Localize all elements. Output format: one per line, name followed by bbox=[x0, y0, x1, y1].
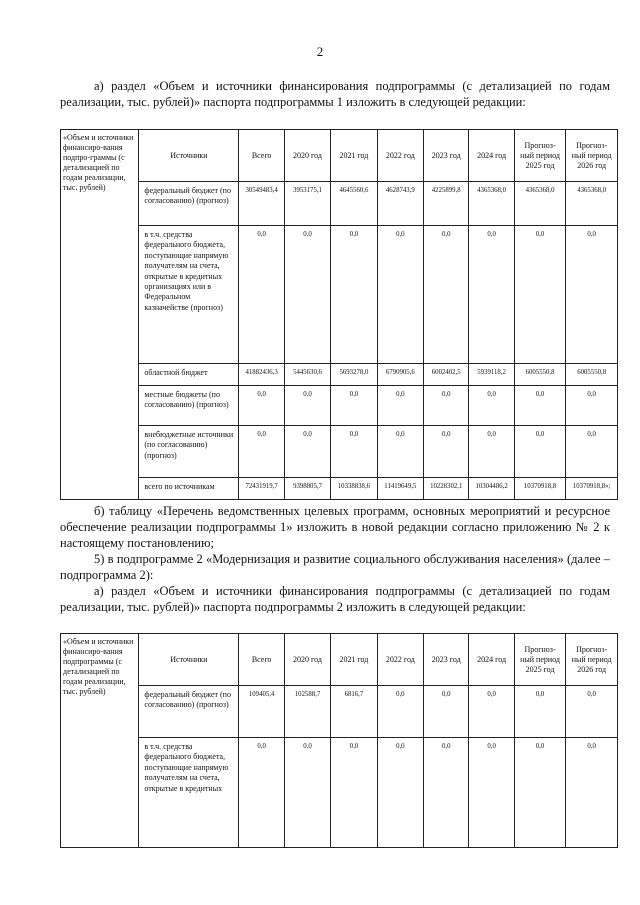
value-cell: 10338838,6 bbox=[331, 478, 377, 500]
value-cell: 0,0 bbox=[331, 226, 377, 364]
column-header: 2024 год bbox=[469, 634, 514, 686]
value-cell: 0,0 bbox=[424, 686, 469, 738]
value-cell: 0,0 bbox=[377, 686, 423, 738]
source-cell: в т.ч. средства федерального бюджета, поступающие напрямую получателям на счета, открытые в кредитных bbox=[139, 738, 239, 848]
value-cell: 0,0 bbox=[377, 386, 423, 426]
value-cell: 0,0 bbox=[566, 738, 618, 848]
value-cell: 4225899,8 bbox=[424, 182, 469, 226]
value-cell: 0,0 bbox=[469, 738, 514, 848]
value-cell: 10370918,8 bbox=[514, 478, 566, 500]
value-cell: 0,0 bbox=[424, 226, 469, 364]
column-header: 2024 год bbox=[469, 130, 514, 182]
column-header: 2023 год bbox=[424, 634, 469, 686]
value-cell: 10228302,1 bbox=[424, 478, 469, 500]
paragraph-b: б) таблицу «Перечень ведомственных целевых программ, основных мероприятий и ресурсное обеспечение реализации подпрограммы 1» изложить в новой редакции согласно приложению № 2 к настоящему постановлению; bbox=[60, 504, 610, 550]
value-cell: 0,0 bbox=[566, 386, 618, 426]
column-header: Источники bbox=[139, 130, 239, 182]
column-header: 2021 год bbox=[331, 130, 377, 182]
value-cell: 0,0 bbox=[514, 686, 566, 738]
value-cell: 4628743,9 bbox=[377, 182, 423, 226]
value-cell: 0,0 bbox=[377, 426, 423, 478]
value-cell: 5939118,2 bbox=[469, 364, 514, 386]
value-cell: 10304486,2 bbox=[469, 478, 514, 500]
source-cell: областной бюджет bbox=[139, 364, 239, 386]
value-cell: 3953175,1 bbox=[284, 182, 330, 226]
value-cell: 41882436,3 bbox=[239, 364, 284, 386]
column-header: 2021 год bbox=[331, 634, 377, 686]
value-cell: 102588,7 bbox=[284, 686, 330, 738]
value-cell: 4365368,0 bbox=[514, 182, 566, 226]
value-cell: 5445630,6 bbox=[284, 364, 330, 386]
column-header: Всего bbox=[239, 634, 284, 686]
paragraph-5: 5) в подпрограмме 2 «Модернизация и развитие социального обслуживания населения» (далее – подпрограмма 2): bbox=[60, 552, 610, 582]
page-number: 2 bbox=[316, 44, 324, 59]
value-cell: 6002402,5 bbox=[424, 364, 469, 386]
value-cell: 0,0 bbox=[239, 738, 284, 848]
paragraph-a-subprogram-1: а) раздел «Объем и источники финансирования подпрограммы (с детализацией по годам реализации, тыс. рублей)» паспорта подпрограммы 1 изложить в следующей редакции: bbox=[60, 79, 610, 109]
value-cell: 0,0 bbox=[377, 226, 423, 364]
value-cell: 0,0 bbox=[239, 226, 284, 364]
table-header-row bbox=[61, 130, 618, 182]
value-cell: 0,0 bbox=[331, 386, 377, 426]
value-cell: 72431919,7 bbox=[239, 478, 284, 500]
value-cell: 0,0 bbox=[469, 686, 514, 738]
column-header: Источники bbox=[139, 634, 239, 686]
table-row bbox=[61, 386, 618, 426]
value-cell: 6005550,8 bbox=[514, 364, 566, 386]
value-cell: 0,0 bbox=[424, 386, 469, 426]
value-cell: 0,0 bbox=[284, 386, 330, 426]
value-cell: 0,0 bbox=[284, 738, 330, 848]
value-cell: 0,0 bbox=[469, 226, 514, 364]
source-cell: в т.ч. средства федерального бюджета, поступающие напрямую получателям на счета, открытые в кредитных организациях или в Федеральном казначействе (прогноз) bbox=[139, 226, 239, 364]
funding-table-subprogram-2 bbox=[60, 633, 618, 848]
source-cell: федеральный бюджет (по согласованию) (прогноз) bbox=[139, 686, 239, 738]
source-cell: местные бюджеты (по согласованию) (прогноз) bbox=[139, 386, 239, 426]
value-cell: 0,0 bbox=[424, 738, 469, 848]
value-cell: 0,0 bbox=[239, 426, 284, 478]
value-cell: 30549483,4 bbox=[239, 182, 284, 226]
value-cell: 0,0 bbox=[469, 386, 514, 426]
source-cell: всего по источникам bbox=[139, 478, 239, 500]
column-header: 2023 год bbox=[424, 130, 469, 182]
value-cell: 0,0 bbox=[566, 426, 618, 478]
value-cell: 0,0 bbox=[514, 426, 566, 478]
value-cell: 4365368,0 bbox=[566, 182, 618, 226]
value-cell: 6005550,8 bbox=[566, 364, 618, 386]
value-cell: 0,0 bbox=[566, 686, 618, 738]
row-label-cell: «Объем и источники финансиро-вания подпрограммы (с детализацией по годам реализации, тыс. рублей) bbox=[61, 634, 139, 848]
value-cell: 11419649,5 bbox=[377, 478, 423, 500]
value-cell: 4645560,6 bbox=[331, 182, 377, 226]
table-row bbox=[61, 738, 618, 848]
value-cell: 0,0 bbox=[514, 226, 566, 364]
table-row bbox=[61, 364, 618, 386]
column-header: Прогноз-ный период 2025 год bbox=[514, 130, 566, 182]
value-cell: 0,0 bbox=[331, 426, 377, 478]
value-cell: 9398805,7 bbox=[284, 478, 330, 500]
source-cell: федеральный бюджет (по согласованию) (прогноз) bbox=[139, 182, 239, 226]
table-header-row bbox=[61, 634, 618, 686]
table-row bbox=[61, 182, 618, 226]
value-cell: 0,0 bbox=[424, 426, 469, 478]
funding-table-subprogram-1 bbox=[60, 129, 618, 500]
value-cell: 0,0 bbox=[239, 386, 284, 426]
column-header: 2022 год bbox=[377, 130, 423, 182]
column-header: 2020 год bbox=[284, 634, 330, 686]
column-header: 2020 год bbox=[284, 130, 330, 182]
table-row bbox=[61, 226, 618, 364]
row-label-cell: «Объем и источники финансиро-вания подпро-граммы (с детализацией по годам реализации, тыс. рублей) bbox=[61, 130, 139, 500]
value-cell: 6790905,6 bbox=[377, 364, 423, 386]
value-cell: 109405,4 bbox=[239, 686, 284, 738]
source-cell: внебюджетные источники (по согласованию) (прогноз) bbox=[139, 426, 239, 478]
value-cell: 5693278,0 bbox=[331, 364, 377, 386]
column-header: Всего bbox=[239, 130, 284, 182]
value-cell: 4365368,0 bbox=[469, 182, 514, 226]
paragraph-a-subprogram-2: а) раздел «Объем и источники финансирования подпрограммы (с детализацией по годам реализации, тыс. рублей)» паспорта подпрограммы 2 изложить в следующей редакции: bbox=[60, 584, 610, 614]
column-header: 2022 год bbox=[377, 634, 423, 686]
value-cell: 0,0 bbox=[284, 226, 330, 364]
value-cell: 0,0 bbox=[469, 426, 514, 478]
value-cell: 0,0 bbox=[514, 738, 566, 848]
table-row bbox=[61, 478, 618, 500]
table-row bbox=[61, 426, 618, 478]
value-cell: 0,0 bbox=[377, 738, 423, 848]
column-header: Прогноз-ный период 2026 год bbox=[566, 634, 618, 686]
column-header: Прогноз-ный период 2026 год bbox=[566, 130, 618, 182]
value-cell: 0,0 bbox=[331, 738, 377, 848]
column-header: Прогноз-ный период 2025 год bbox=[514, 634, 566, 686]
value-cell: 0,0 bbox=[566, 226, 618, 364]
value-cell: 6816,7 bbox=[331, 686, 377, 738]
value-cell: 0,0 bbox=[284, 426, 330, 478]
value-cell: 10370918,8»; bbox=[566, 478, 618, 500]
value-cell: 0,0 bbox=[514, 386, 566, 426]
table-row bbox=[61, 686, 618, 738]
